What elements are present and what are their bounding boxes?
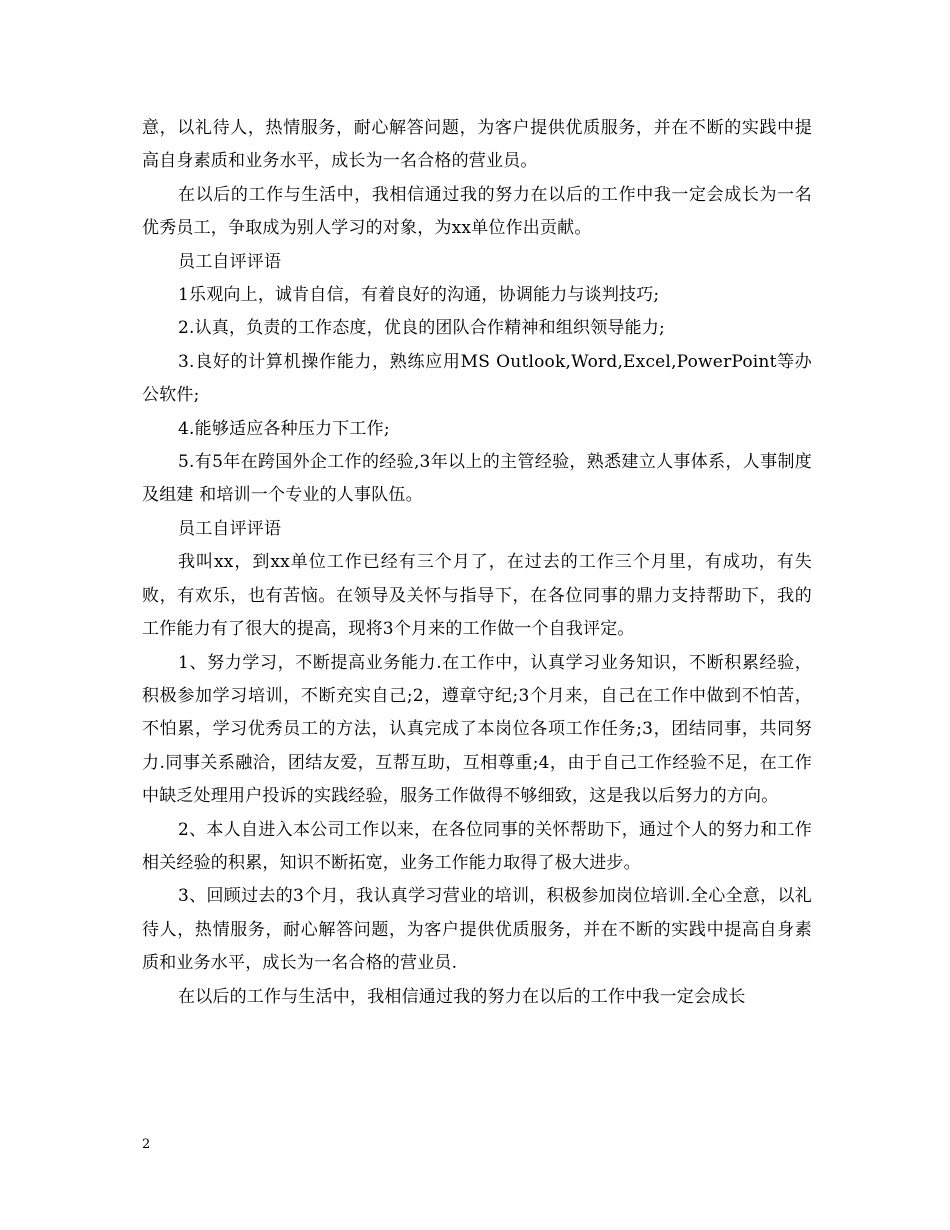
list-item-2: 2.认真，负责的工作态度，优良的团队合作精神和组织领导能力; xyxy=(178,318,665,339)
list-item-4: 4.能够适应各种压力下工作; xyxy=(178,418,390,439)
paragraph-point-1: 1、努力学习，不断提高业务能力.在工作中，认真学习业务知识，不断积累经验，积极参加学习培训，不断充实自己;2，遵章守纪;3个月来，自己在工作中做到不怕苦，不怕累，学习优秀员工的方法，认真完成了本岗位各项工作任务;3，团结同事，共同努力.同事关系融洽，团结友爱，互帮互助，互相尊重;4，由于自己工作经验不足，在工作中缺乏处理用户投诉的实践经验，服务工作做得不够细致，这是我以后努力的方向。 xyxy=(142,652,812,807)
paragraph-closing: 在以后的工作与生活中，我相信通过我的努力在以后的工作中我一定会成长 xyxy=(178,986,746,1007)
list-item-3: 3.良好的计算机操作能力，熟练应用MS Outlook,Word,Excel,PowerPoint等办公软件; xyxy=(142,351,812,406)
section-heading-2: 员工自评评语 xyxy=(178,518,282,539)
page-number: 2 xyxy=(142,1137,151,1152)
paragraph-point-2: 2、本人自进入本公司工作以来，在各位同事的关怀帮助下，通过个人的努力和工作相关经验的积累，知识不断拓宽，业务工作能力取得了极大进步。 xyxy=(142,819,812,873)
paragraph-2: 在以后的工作与生活中，我相信通过我的努力在以后的工作中我一定会成长为一名优秀员工，争取成为别人学习的对象，为xx单位作出贡献。 xyxy=(142,184,812,239)
section-heading-1: 员工自评评语 xyxy=(178,251,282,272)
paragraph-point-3: 3、回顾过去的3个月，我认真学习营业的培训，积极参加岗位培训.全心全意，以礼待人，热情服务，耐心解答问题，为客户提供优质服务，并在不断的实践中提高自身素质和业务水平，成长为一名合格的营业员. xyxy=(142,886,812,974)
list-item-1: 1乐观向上，诚肯自信，有着良好的沟通，协调能力与谈判技巧; xyxy=(178,285,660,306)
paragraph-1: 意，以礼待人，热情服务，耐心解答问题，为客户提供优质服务，并在不断的实践中提高自身素质和业务水平，成长为一名合格的营业员。 xyxy=(142,118,812,172)
list-item-5: 5.有5年在跨国外企工作的经验,3年以上的主管经验，熟悉建立人事体系，人事制度及组建 和培训一个专业的人事队伍。 xyxy=(142,452,812,506)
paragraph-intro: 我叫xx，到xx单位工作已经有三个月了，在过去的工作三个月里，有成功，有失败，有欢乐，也有苦恼。在领导及关怀与指导下，在各位同事的鼎力支持帮助下，我的工作能力有了很大的提高，现将3个月来的工作做一个自我评定。 xyxy=(142,552,812,640)
document-body xyxy=(142,112,812,1014)
